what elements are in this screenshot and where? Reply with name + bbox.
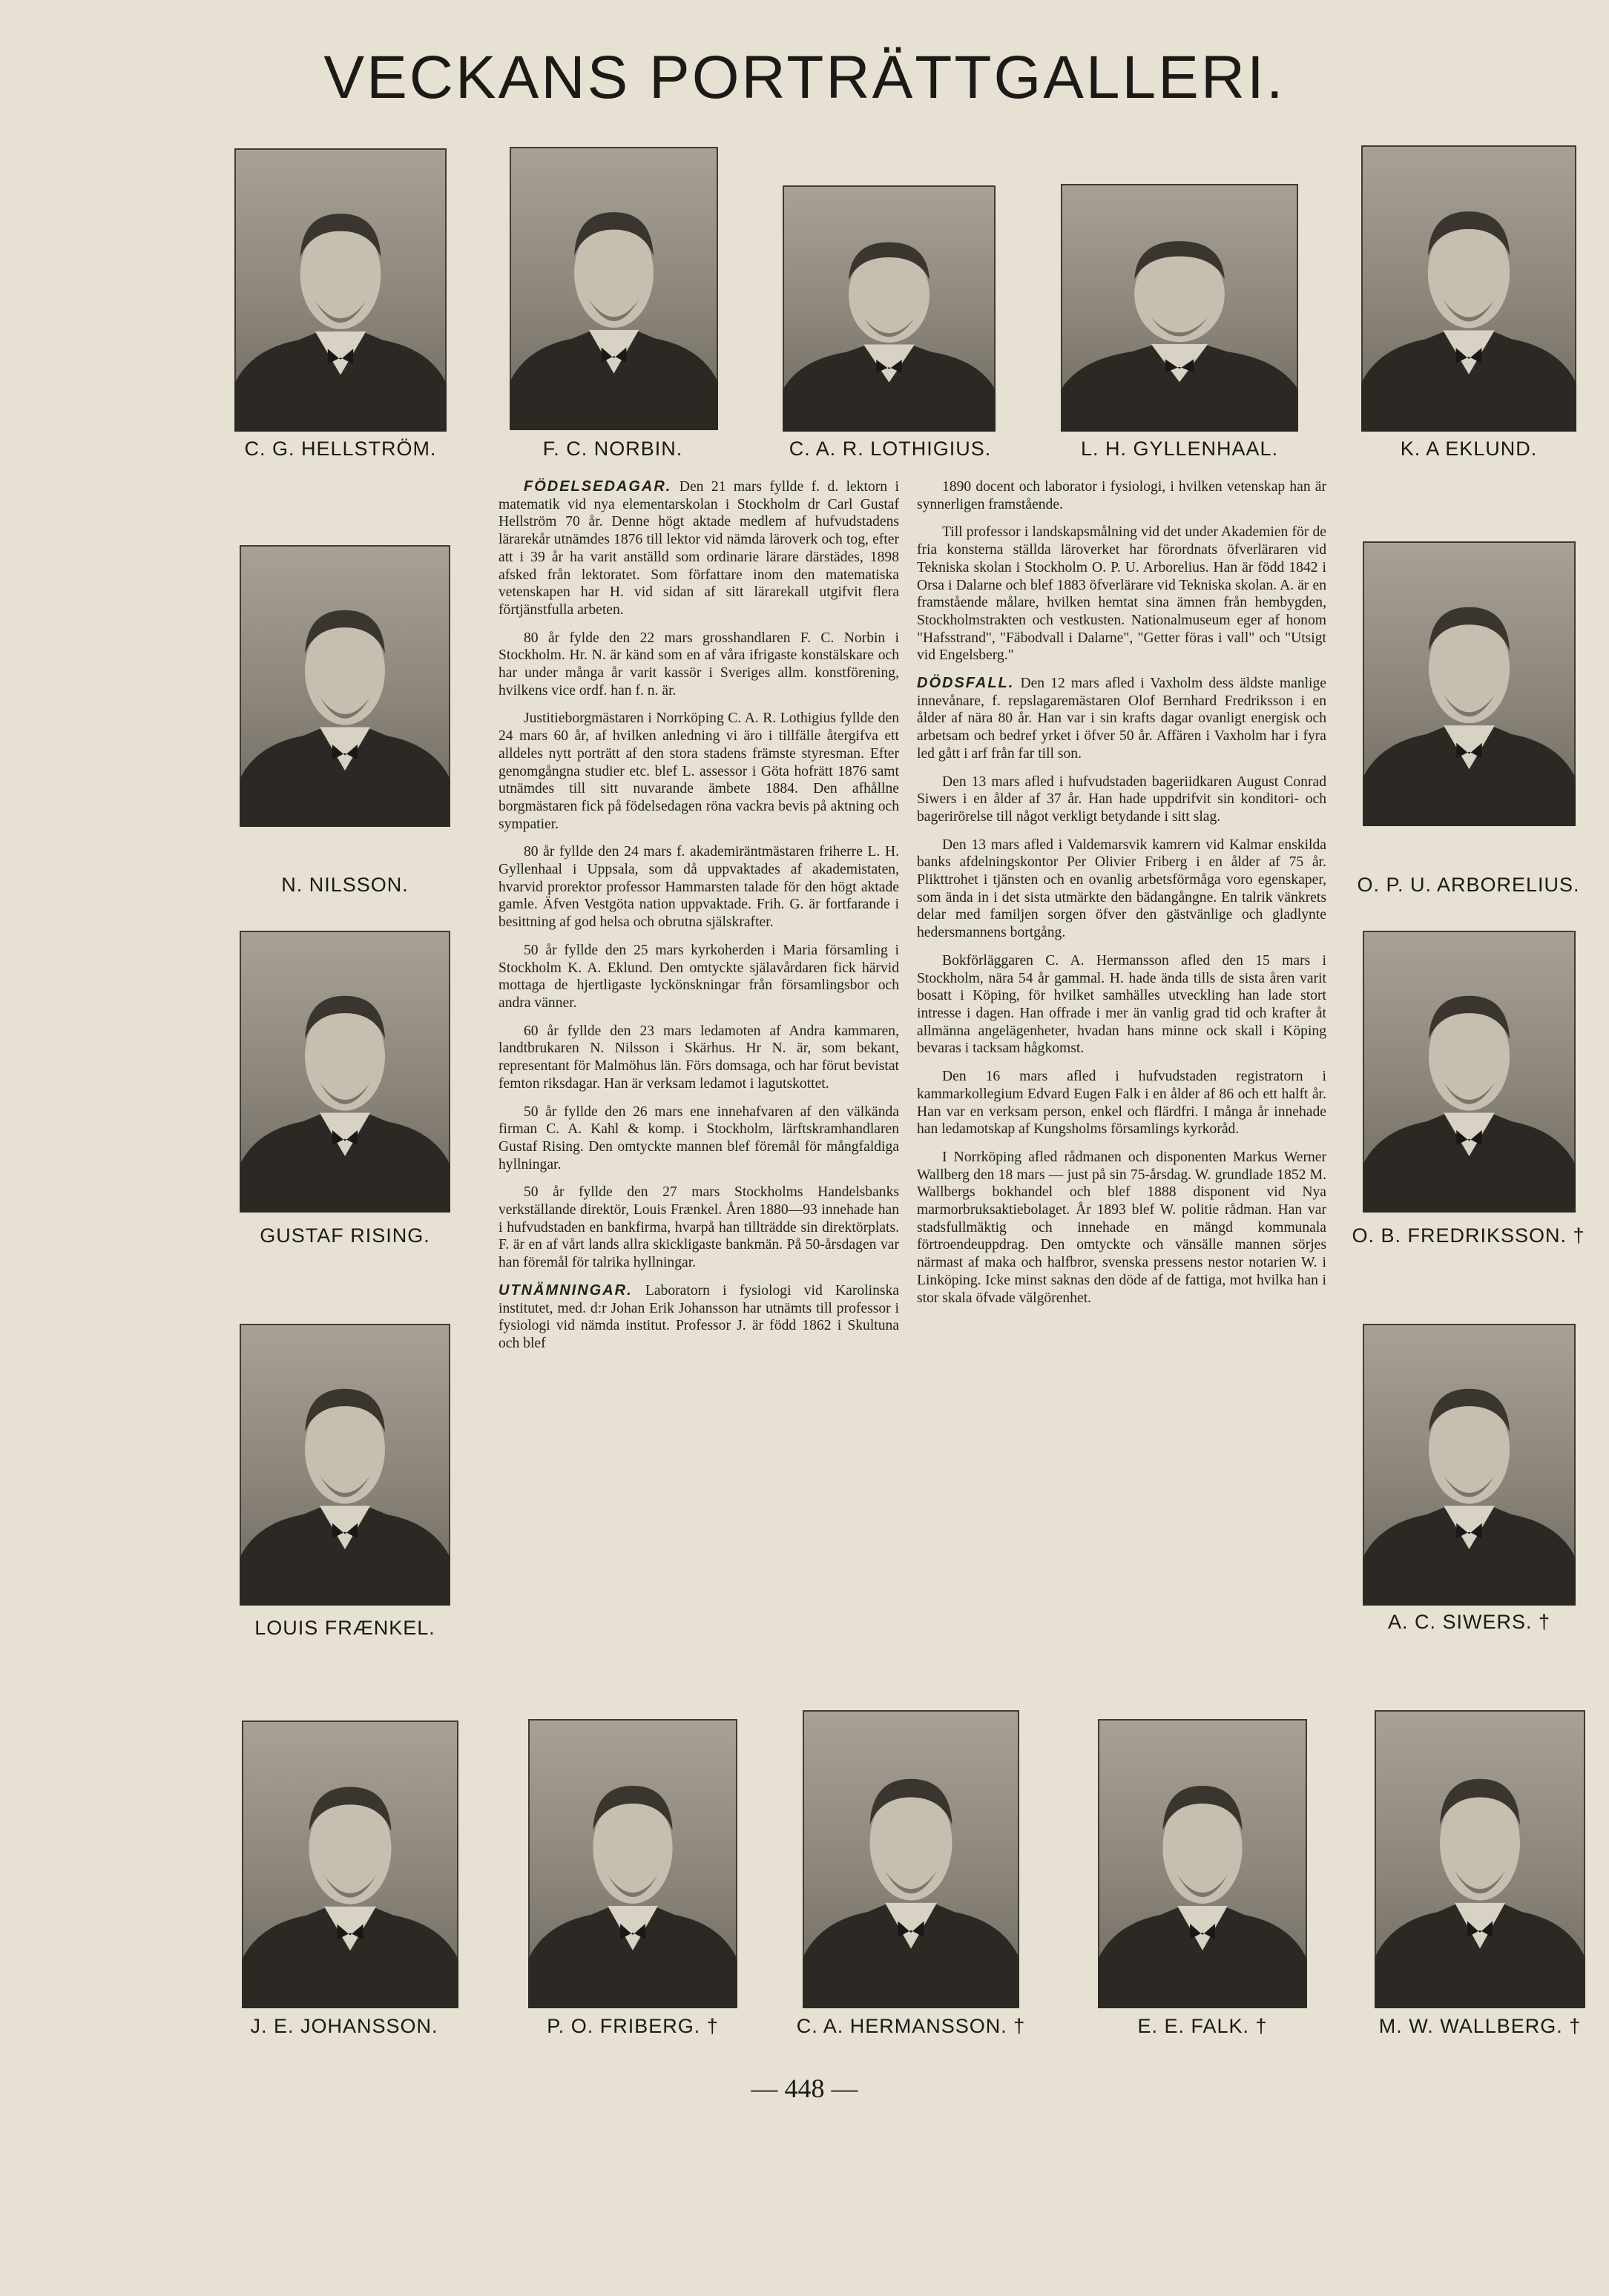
portrait-photo <box>803 1710 1019 2008</box>
portrait-caption: L. H. GYLLENHAAL. <box>1080 438 1279 460</box>
portrait-caption: M. W. WALLBERG. † <box>1378 2015 1582 2037</box>
portrait-figure <box>242 1721 458 2008</box>
portrait-caption: A. C. SIWERS. † <box>1387 1611 1551 1633</box>
portrait-caption: C. G. HELLSTRÖM. <box>244 438 437 460</box>
portrait-caption: O. B. FREDRIKSSON. † <box>1352 1224 1585 1247</box>
portrait-photo <box>783 185 996 432</box>
paragraph: Laboratorn i fysiologi vid Karolinska institutet, med. d:r Johan Erik Johansson har utnämts till professor i fysiologi vid nämda institut. Professor J. är född 1862 i Skultuna och blef <box>499 1282 899 1351</box>
portrait-figure <box>1061 184 1298 432</box>
portrait-figure <box>1375 1710 1585 2008</box>
paragraph: 1890 docent och laborator i fysiologi, i hvilken vetenskap han är synnerligen framstående. <box>917 479 1326 512</box>
portrait-photo <box>1098 1719 1307 2008</box>
portrait-photo <box>1361 145 1576 432</box>
page-number <box>0 2073 1609 2104</box>
portrait-photo <box>510 147 718 430</box>
paragraph: Till professor i landskapsmålning vid det under Akademien för de fria konsterna ställda läroverket har förordnats öfverläraren vid Tekniska skolan i Stockholm O. P. U. Arborelius. Han är född 1842 i Orsa i Dalarne och blef 1883 öfverlärare vid Tekniska skolan. A. är en framstående målare, hvilken hemtat sina ämnen från hembygden, Stockholmstrakten och vestkusten. Nationalmuseum eger af honom "Hafsstrand", "Fäbodvall i Dalarne", "Getter föras i vall" och "Utsigt vid Engelsberg." <box>917 524 1326 664</box>
portrait-figure <box>1098 1719 1307 2008</box>
paragraph: 50 år fyllde den 25 mars kyrkoherden i Maria församling i Stockholm K. A. Eklund. Den omtyckte själavårdaren fick härvid mottaga de hjertligaste lyckönskningar från församlingsbor och andra vänner. <box>499 942 899 1011</box>
portrait-photo <box>242 1721 458 2008</box>
portrait-photo <box>1375 1710 1585 2008</box>
portrait-caption: LOUIS FRÆNKEL. <box>254 1617 435 1639</box>
page-number-text: — 448 — <box>751 2074 858 2103</box>
portrait-photo <box>1363 1324 1576 1606</box>
paragraph: Den 13 mars afled i Valdemarsvik kamrern vid Kalmar enskilda banks afdelningskontor Per Olivier Friberg i en ålder af 75 år. Plikttrohet i tjänsten och en ovanlig arbetsförmåga voro egenskaper, som ända in i det sista utmärkte den bädangångne. En talrik vänkrets delar med familjen sorgen öfver den gästvänlige och gladlynte hedersmannens bortgång. <box>917 837 1326 941</box>
paragraph: 50 år fyllde den 27 mars Stockholms Handelsbanks verkställande direktör, Louis Frænkel. Åren 1880—93 innehade han i hufvudstaden en bankfirma, hvarpå han tillträdde sin direktörplats. F. är en af vårt lands allra skickligaste bankmän. På 50-årsdagen var han föremål för talrika hyllningar. <box>499 1184 899 1271</box>
portrait-caption: E. E. FALK. † <box>1137 2015 1268 2037</box>
portrait-figure <box>803 1710 1019 2008</box>
portrait-figure <box>234 148 447 432</box>
portrait-figure <box>1363 1324 1576 1606</box>
portrait-caption: O. P. U. ARBORELIUS. <box>1357 874 1580 896</box>
paragraph: 50 år fyllde den 26 mars ene innehafvaren af den välkända firman C. A. Kahl & komp. i Stockholm, lärftskramhandlaren Gustaf Rising. Den omtyckte mannen blef föremål för mångfaldiga hyllningar. <box>499 1104 899 1172</box>
paragraph: Den 13 mars afled i hufvudstaden bageriidkaren August Conrad Siwers i en ålder af 37 år. Han hade uppdrifvit sin konditori- och bagerirörelse till något verkligt betydande i sitt slag. <box>917 773 1326 825</box>
portrait-caption: C. A. R. LOTHIGIUS. <box>789 438 992 460</box>
paragraph: 80 år fyllde den 24 mars f. akademiräntmästaren friherre L. H. Gyllenhaal i Uppsala, som då uppvaktades af akademistaten, hvarvid prorektor professor Hammarsten talade för den högt aktade gamle. Äfven Vestgöta nation uppvaktade. Frih. G. är fortfarande i besittning af god helsa och obrutna själskrafter. <box>499 844 899 931</box>
portrait-caption: P. O. FRIBERG. † <box>547 2015 719 2037</box>
portrait-photo <box>528 1719 737 2008</box>
paragraph: 60 år fyllde den 23 mars ledamoten af Andra kammaren, landtbrukaren N. Nilsson i Skärhus. Hr N. är, som bekant, representant för Malmöhus län. Förs domsaga, och har förut bevistat femton riksdagar. Han är verksam ledamot i lagutskottet. <box>499 1023 899 1092</box>
paragraph: Den 12 mars afled i Vaxholm dess äldste manlige innevånare, f. repslagaremästaren Olof Bernhard Fredriksson i en ålder af nära 80 år. Han var i sin krafts dagar ovanligt energisk och arbetsam och bedref yrket i öfver 50 år. Affären i Vaxholm har i fyra led gått i arf från far till son. <box>917 676 1326 762</box>
portrait-figure <box>1363 931 1576 1213</box>
portrait-photo <box>240 1324 450 1606</box>
paragraph: Justitieborgmästaren i Norrköping C. A. R. Lothigius fyllde den 24 mars 60 år, af hvilken anledning vi äro i tillfälle återgifva ett alldeles nytt porträtt af den stora stadens främste styresman. Efter genomgångna studier etc. blef L. assessor i Göta hofrätt 1876 samt utnämdes till sitt nuvarande ämbete 1884. Den afhållne borgmästaren fick på födelsedagen röna vackra bevis på aktning och sympatier. <box>499 710 899 832</box>
portrait-photo <box>1363 541 1576 826</box>
page-title: VECKANS PORTRÄTTGALLERI. <box>323 44 1286 111</box>
paragraph: 80 år fylde den 22 mars grosshandlaren F. C. Norbin i Stockholm. Hr. N. är känd som en af våra ifrigaste konstälskare och har under många år varit kassör i Sveriges allm. konstförening, hvilkens vice ordf. han f. n. är. <box>499 630 899 699</box>
news-column-left <box>499 478 899 1680</box>
portrait-caption: F. C. NORBIN. <box>542 438 683 460</box>
portrait-figure <box>1361 145 1576 432</box>
portrait-photo <box>1363 931 1576 1213</box>
portrait-photo <box>234 148 447 432</box>
portrait-figure <box>240 1324 450 1606</box>
paragraph: I Norrköping afled rådmanen och disponenten Markus Werner Wallberg den 18 mars — just på sin 75-årsdag. W. grundlade 1852 M. Wallbergs bokhandel och blef 1888 disponent vid Nya marmorbruksaktiebolaget. År 1893 blef W. politie rådman. Han var stadsfullmäktig och innehade en mängd kommunala förtroendeuppdrag. Den omtyckte och vänsälle mannen sörjes närmast af maka och halfbror, svenska pressens nestor notarien W. i Linköping. Icke minst saknas den döde af de fattiga, mot hvilka han i stor skala öfvade välgörenhet. <box>917 1149 1326 1306</box>
portrait-figure <box>783 185 996 432</box>
section-heading: DÖDSFALL. <box>917 675 1015 692</box>
portrait-figure <box>240 545 450 827</box>
section-heading: UTNÄMNINGAR. <box>499 1281 633 1299</box>
portrait-figure <box>1363 541 1576 826</box>
portrait-caption: GUSTAF RISING. <box>260 1224 430 1247</box>
portrait-photo <box>240 545 450 827</box>
portrait-caption: C. A. HERMANSSON. † <box>796 2015 1026 2037</box>
section-heading: FÖDELSEDAGAR. <box>524 478 672 495</box>
paragraph: Den 21 mars fyllde f. d. lektorn i matematik vid nya elementarskolan i Stockholm dr Carl Gustaf Hellström 70 år. Denne högt aktade medlem af hufvudstadens lärarekår utnämdes 1876 till lektor vid nämda läroverk och tog, efter att i 39 år ha varit anställd som ordinarie lärare därstädes, 1898 afsked från lektoratet. Som författare inom den matematiska vetenskapen har H. vid sidan af sitt lärarekall utgifvit flera förtjänstfulla arbeten. <box>499 479 899 618</box>
paragraph: Den 16 mars afled i hufvudstaden registratorn i kammarkollegium Edvard Eugen Falk i en ålder af 86 och ett halft år. Han var en verksam person, enkel och flärdfri. I många år innehade han ledamotskap af Kungsholms församlings kyrkoråd. <box>917 1069 1326 1138</box>
portrait-figure <box>528 1719 737 2008</box>
portrait-caption: N. NILSSON. <box>281 874 409 896</box>
portrait-caption: K. A EKLUND. <box>1400 438 1538 460</box>
paragraph: Bokförläggaren C. A. Hermansson afled den 15 mars i Stockholm, nära 54 år gammal. H. hade ända tills de sista åren varit bosatt i Köping, för hvilket samhälles utveckling han lade stort intresse i dagen. Han offrade i mer än vanlig grad tid och krafter åt allmänna angelägenheter, hvadan hans minne ock skall i Köping bevaras i tacksam hågkomst. <box>917 952 1326 1057</box>
portrait-figure <box>240 931 450 1213</box>
portrait-photo <box>1061 184 1298 432</box>
portrait-caption: J. E. JOHANSSON. <box>250 2015 438 2037</box>
portrait-photo <box>240 931 450 1213</box>
portrait-figure <box>510 147 718 430</box>
news-column-right <box>917 478 1326 1680</box>
